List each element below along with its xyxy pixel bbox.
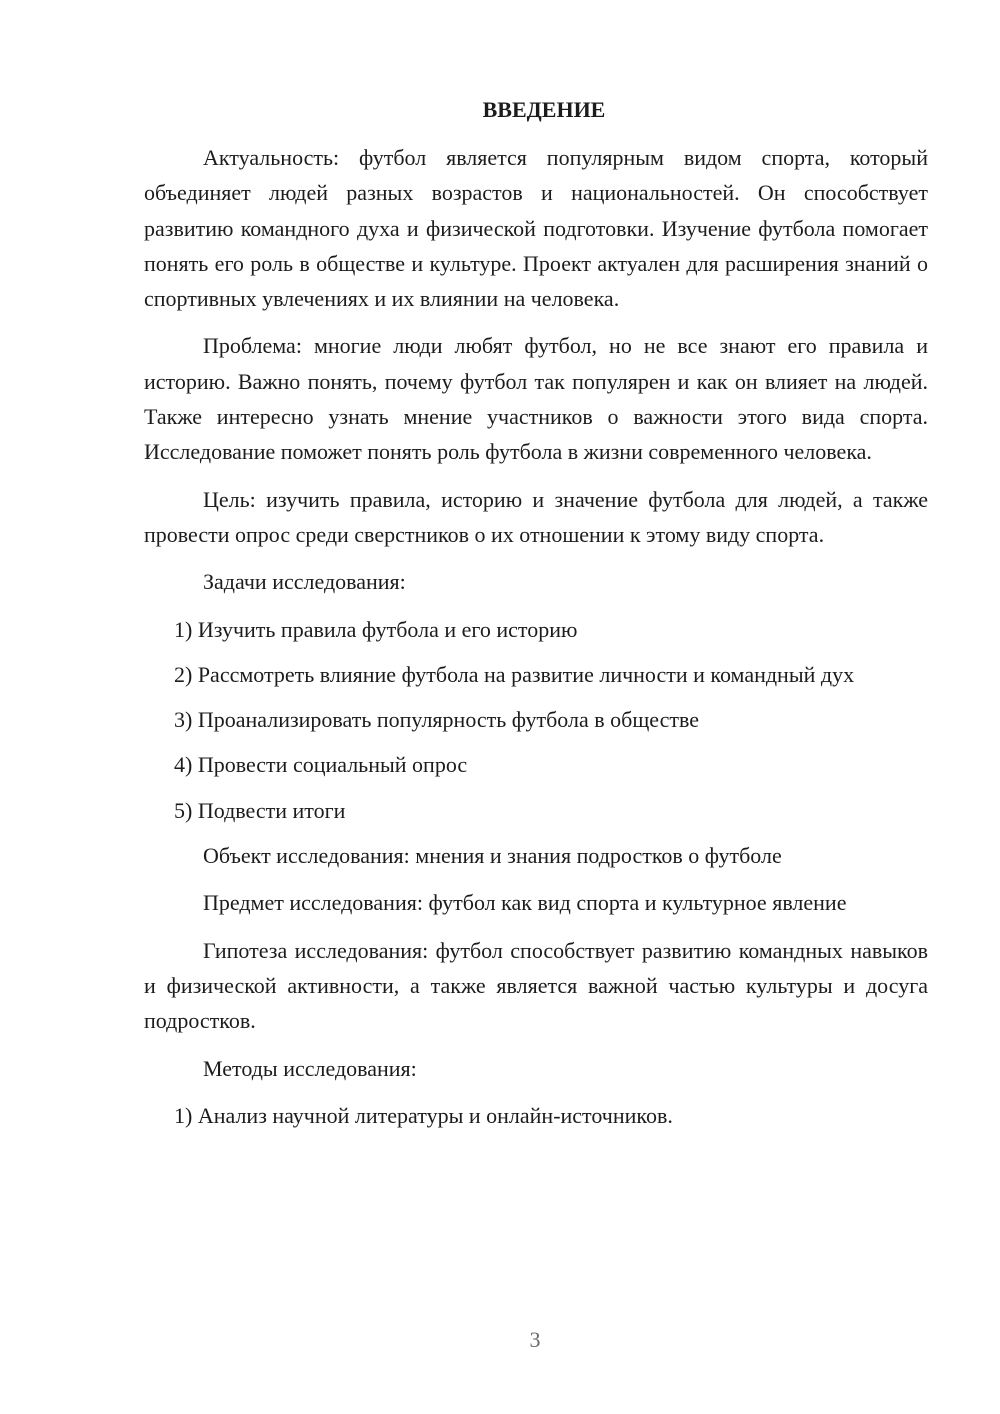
task-item: 3) Проанализировать популярность футбола в обществе	[174, 707, 699, 733]
paragraph-subject: Предмет исследования: футбол как вид спорта и культурное явление	[203, 890, 847, 916]
method-item: 1) Анализ научной литературы и онлайн-источников.	[174, 1102, 673, 1128]
task-item: 5) Подвести итоги	[174, 797, 346, 823]
task-item: 2) Рассмотреть влияние футбола на развитие личности и командный дух	[174, 661, 855, 687]
task-item: 1) Изучить правила футбола и его историю	[174, 616, 578, 642]
paragraph-relevance: Актуальность: футбол является популярным видом спорта, который объединяет людей разных возрастов и национальностей. Он способствует развитию командного духа и физической подготовки. Изучение футбола помогает понять его роль в обществе и культуре. Проект актуален для расширения знаний о спортивных увлечениях и их влиянии на человека.	[144, 145, 928, 312]
paragraph-goal: Цель: изучить правила, историю и значение футбола для людей, а также провести опрос среди сверстников о их отношении к этому виду спорта.	[144, 486, 928, 547]
paragraph-object: Объект исследования: мнения и знания подростков о футболе	[203, 843, 782, 869]
paragraph-hypothesis: Гипотеза исследования: футбол способствует развитию командных навыков и физической активности, а также является важной частью культуры и досуга подростков.	[144, 937, 928, 1034]
paragraph-problem: Проблема: многие люди любят футбол, но не все знают его правила и историю. Важно понять, почему футбол так популярен и как он влияет на людей. Также интересно узнать мнение участников о важности этого вида спорта. Исследование поможет понять роль футбола в жизни современного человека.	[144, 333, 928, 465]
methods-title: Методы исследования:	[203, 1055, 417, 1081]
page-number: 3	[529, 1327, 541, 1352]
page-title: ВВЕДЕНИЕ	[482, 97, 606, 122]
tasks-title: Задачи исследования:	[203, 569, 406, 595]
task-item: 4) Провести социальный опрос	[174, 752, 468, 778]
document-page	[144, 92, 928, 1143]
